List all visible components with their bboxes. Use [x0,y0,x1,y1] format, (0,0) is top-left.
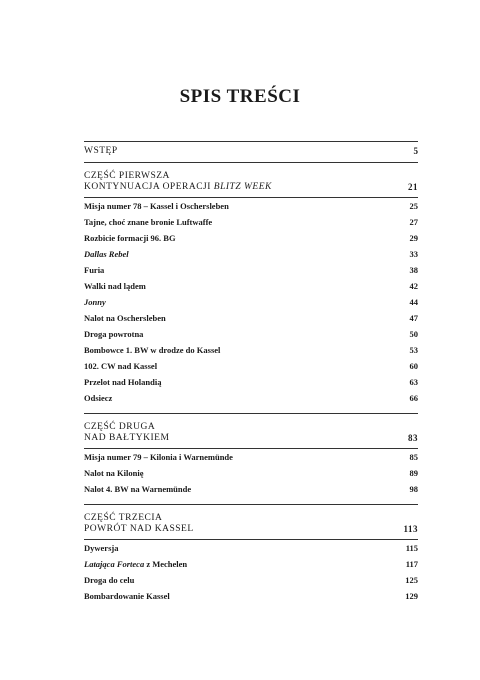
toc-entry[interactable] [84,573,418,589]
entry-label: Odsiecz [84,393,113,403]
section-heading[interactable] [84,513,418,535]
toc-title: SPIS TREŚCI [179,86,301,107]
toc-entry[interactable] [84,263,418,279]
toc-entry[interactable] [84,279,418,295]
divider [84,448,418,449]
toc-intro-row[interactable] [84,146,418,157]
entry-page: 33 [409,249,418,259]
entry-page: 89 [409,468,418,478]
entry-label: Furia [84,265,105,275]
toc-entry[interactable] [84,199,418,215]
entry-page: 42 [409,281,418,291]
section-subtitle-italic: BLITZ WEEK [213,182,272,192]
divider [84,504,418,505]
toc-entry[interactable] [84,215,418,231]
entry-page: 50 [409,329,418,339]
toc-entry[interactable] [84,311,418,327]
entry-label: Droga do celu [84,575,135,585]
section-heading[interactable] [84,171,418,193]
entry-page: 44 [409,297,418,307]
entry-page: 115 [405,543,418,553]
entry-page: 47 [409,313,418,323]
entry-label: 102. CW nad Kassel [84,361,158,371]
divider [84,539,418,540]
toc-entry[interactable] [84,450,418,466]
section-subtitle: KONTYNUACJA OPERACJI [84,182,214,192]
entry-label [84,559,187,569]
entry-page: 85 [409,452,418,462]
section-heading[interactable] [84,422,418,444]
entry-page: 29 [409,233,418,243]
entry-page: 98 [409,484,418,494]
toc-entry[interactable] [84,541,418,557]
entry-page: 129 [405,591,418,601]
toc-entry[interactable] [84,295,418,311]
section-page: 83 [408,433,418,443]
toc-entry[interactable] [84,482,418,498]
entry-label: Jonny [84,297,106,307]
entry-page: 27 [409,217,418,227]
entry-page: 117 [405,559,418,569]
entry-page: 125 [405,575,418,585]
toc-entry[interactable] [84,466,418,482]
toc-entry[interactable] [84,589,418,605]
section-subtitle-row [84,524,418,535]
section-subtitle: POWRÓT NAD KASSEL [84,524,194,534]
divider [84,141,418,142]
toc-entry[interactable] [84,247,418,263]
entry-label-rest: z Mechelen [144,559,188,569]
section-subtitle: NAD BAŁTYKIEM [84,433,170,443]
entry-label: Dallas Rebel [84,249,129,259]
toc-entry[interactable] [84,391,418,407]
entry-page: 25 [409,201,418,211]
section-title: CZĘŚĆ DRUGA [84,422,156,432]
divider [84,197,418,198]
entry-label: Nalot na Kilonię [84,468,144,478]
entry-label: Misja numer 78 – Kassel i Oschersleben [84,201,229,211]
section-subtitle-row [84,433,418,444]
entry-page: 66 [409,393,418,403]
toc-entry[interactable] [84,557,418,573]
entry-label: Rozbicie formacji 96. BG [84,233,176,243]
entry-label: Bombowce 1. BW w drodze do Kassel [84,345,221,355]
entry-page: 53 [409,345,418,355]
entry-page: 60 [409,361,418,371]
entry-label: Bombardowanie Kassel [84,591,170,601]
section-title: CZĘŚĆ PIERWSZA [84,171,170,181]
entry-label: Tajne, choć znane bronie Luftwaffe [84,217,213,227]
entry-page: 63 [409,377,418,387]
entry-label: Misja numer 79 – Kilonia i Warnemünde [84,452,233,462]
toc-entry[interactable] [84,375,418,391]
section-subtitle-row [84,182,418,193]
entry-label-italic: Latająca Forteca [84,559,145,569]
entry-label: Droga powrotna [84,329,144,339]
section-page: 21 [408,182,418,192]
intro-page: 5 [413,146,418,156]
section-title: CZĘŚĆ TRZECIA [84,513,163,523]
entry-label: Dywersja [84,543,119,553]
toc-entry[interactable] [84,343,418,359]
entry-label: Walki nad lądem [84,281,146,291]
intro-label: WSTĘP [84,146,118,156]
toc-entry[interactable] [84,327,418,343]
entry-label: Przelot nad Holandią [84,377,162,387]
entry-page: 38 [409,265,418,275]
divider [84,413,418,414]
toc-entry[interactable] [84,359,418,375]
section-page: 113 [403,524,418,534]
entry-label: Nalot na Oschersleben [84,313,166,323]
toc-entry[interactable] [84,231,418,247]
entry-label: Nalot 4. BW na Warnemünde [84,484,192,494]
divider [84,162,418,163]
table-of-contents [84,141,418,605]
